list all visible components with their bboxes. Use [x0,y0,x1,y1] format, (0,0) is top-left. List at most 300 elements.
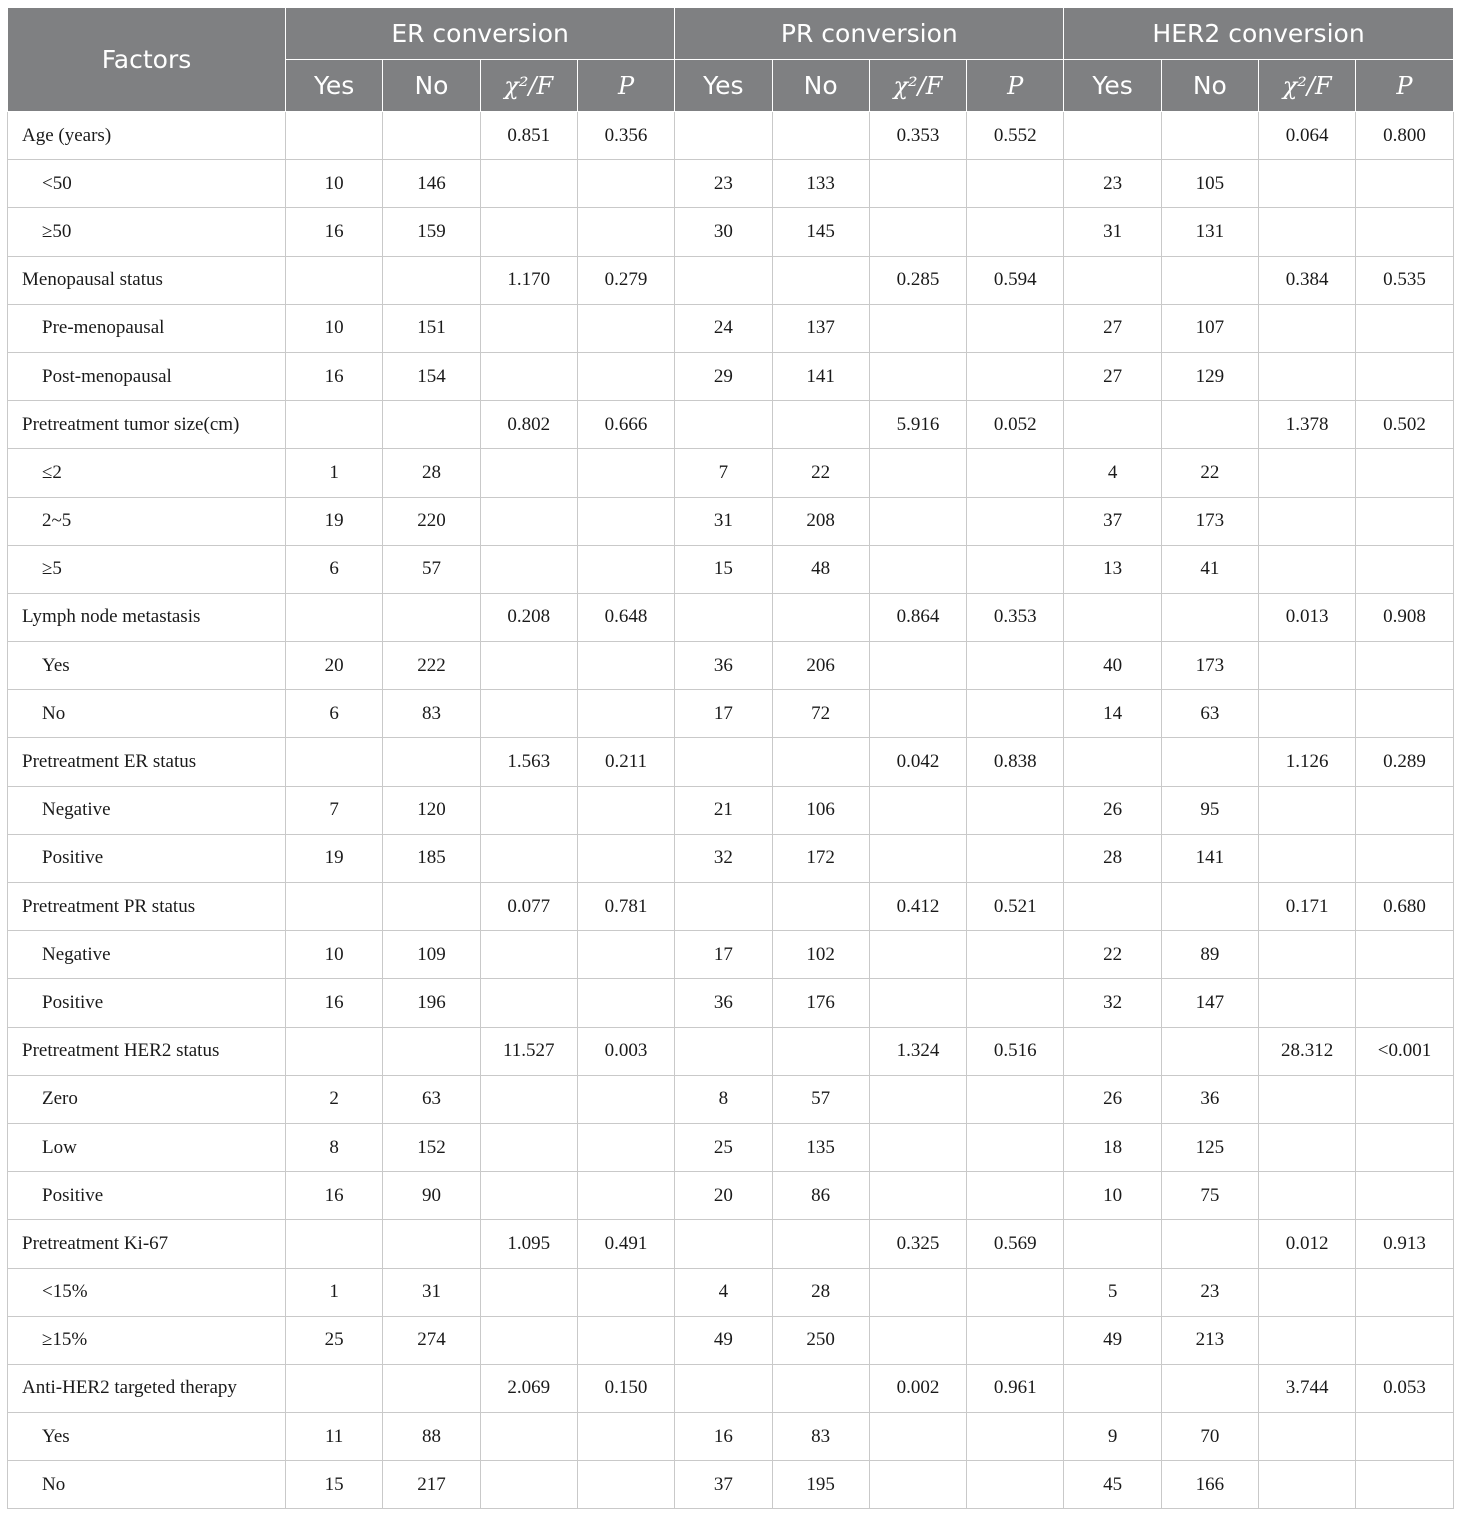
pr-no-cell [772,593,869,641]
er-yes-cell: 6 [286,690,383,738]
er-stat-cell [480,834,577,882]
pr-yes-cell [675,1027,772,1075]
factor-level-label: ≤2 [8,449,286,497]
pr-no-cell [772,1027,869,1075]
her2-stat-cell [1259,497,1356,545]
her2-stat-cell [1259,1075,1356,1123]
er-yes-cell: 8 [286,1123,383,1171]
pr-stat-cell: 5.916 [869,401,966,449]
pr-stat-cell [869,1316,966,1364]
her2-no-cell [1161,883,1258,931]
her2-stat-cell [1259,545,1356,593]
pr-yes-cell: 16 [675,1413,772,1461]
er-no-cell: 57 [383,545,480,593]
er-yes-cell [286,112,383,160]
pr-stat-cell: 0.042 [869,738,966,786]
factor-level-label: Positive [8,834,286,882]
table-row [8,304,1454,352]
er-yes-cell [286,1027,383,1075]
factor-label: Pretreatment HER2 status [8,1027,286,1075]
her2-yes-cell: 37 [1064,497,1161,545]
er-no-cell: 274 [383,1316,480,1364]
pr-p-cell [967,931,1064,979]
her2-yes-cell: 22 [1064,931,1161,979]
er-no-cell [383,256,480,304]
er-p-cell [577,690,674,738]
er-stat-cell [480,786,577,834]
her2-yes-cell [1064,112,1161,160]
her2-stat-cell [1259,1413,1356,1461]
her2-stat-cell [1259,1172,1356,1220]
er-p-cell [577,786,674,834]
factor-label: Menopausal status [8,256,286,304]
pr-no-cell: 137 [772,304,869,352]
pr-yes-cell: 17 [675,931,772,979]
er-stat-cell [480,1075,577,1123]
er-stat-cell: 0.851 [480,112,577,160]
her2-p-cell [1356,1461,1453,1509]
her2-yes-cell: 31 [1064,208,1161,256]
pr-yes-cell: 37 [675,1461,772,1509]
er-p-cell [577,834,674,882]
factor-label: Anti-HER2 targeted therapy [8,1364,286,1412]
er-yes-cell: 16 [286,352,383,400]
er-no-cell [383,1364,480,1412]
table-body [8,112,1454,1509]
her2-p-cell [1356,931,1453,979]
factor-level-label: Low [8,1123,286,1171]
pr-yes-cell: 31 [675,497,772,545]
er-yes-cell [286,593,383,641]
header-her2-p: P [1356,60,1453,112]
pr-p-cell [967,1316,1064,1364]
pr-p-cell [967,352,1064,400]
conversion-factors-table [7,7,1454,1509]
pr-no-cell: 206 [772,642,869,690]
pr-p-cell [967,834,1064,882]
er-stat-cell [480,1123,577,1171]
er-no-cell: 151 [383,304,480,352]
er-p-cell [577,208,674,256]
her2-no-cell: 107 [1161,304,1258,352]
her2-no-cell [1161,401,1258,449]
er-stat-cell: 0.077 [480,883,577,931]
pr-yes-cell [675,112,772,160]
table-row [8,1316,1454,1364]
er-no-cell: 83 [383,690,480,738]
er-p-cell: 0.356 [577,112,674,160]
pr-stat-cell: 0.353 [869,112,966,160]
her2-yes-cell [1064,1220,1161,1268]
pr-no-cell [772,883,869,931]
er-yes-cell [286,883,383,931]
er-stat-cell: 1.563 [480,738,577,786]
pr-stat-cell: 0.002 [869,1364,966,1412]
table-row [8,738,1454,786]
her2-no-cell: 129 [1161,352,1258,400]
er-p-cell: 0.491 [577,1220,674,1268]
pr-p-cell: 0.961 [967,1364,1064,1412]
her2-no-cell [1161,1364,1258,1412]
pr-stat-cell: 0.864 [869,593,966,641]
her2-p-cell: 0.289 [1356,738,1453,786]
her2-yes-cell: 14 [1064,690,1161,738]
pr-stat-cell [869,545,966,593]
pr-stat-cell [869,1413,966,1461]
her2-yes-cell: 9 [1064,1413,1161,1461]
pr-no-cell: 106 [772,786,869,834]
her2-stat-cell [1259,160,1356,208]
pr-no-cell: 250 [772,1316,869,1364]
pr-p-cell [967,1413,1064,1461]
her2-stat-cell [1259,1461,1356,1509]
er-no-cell: 154 [383,352,480,400]
table-row [8,883,1454,931]
her2-no-cell: 125 [1161,1123,1258,1171]
factor-level-label: <15% [8,1268,286,1316]
her2-stat-cell: 1.126 [1259,738,1356,786]
her2-stat-cell [1259,642,1356,690]
er-stat-cell [480,690,577,738]
her2-no-cell: 22 [1161,449,1258,497]
er-p-cell: 0.648 [577,593,674,641]
pr-stat-cell [869,304,966,352]
pr-no-cell: 176 [772,979,869,1027]
pr-yes-cell: 21 [675,786,772,834]
factor-level-label: ≥15% [8,1316,286,1364]
pr-yes-cell: 29 [675,352,772,400]
header-pr-conversion: PR conversion [675,8,1064,60]
factor-level-label: 2~5 [8,497,286,545]
her2-no-cell: 105 [1161,160,1258,208]
er-no-cell: 185 [383,834,480,882]
pr-yes-cell: 15 [675,545,772,593]
pr-yes-cell: 8 [675,1075,772,1123]
header-factors: Factors [8,8,286,112]
pr-stat-cell: 0.412 [869,883,966,931]
pr-no-cell [772,1220,869,1268]
her2-stat-cell: 28.312 [1259,1027,1356,1075]
pr-no-cell [772,112,869,160]
factor-label: Lymph node metastasis [8,593,286,641]
er-no-cell [383,112,480,160]
her2-yes-cell [1064,883,1161,931]
er-stat-cell [480,642,577,690]
er-yes-cell [286,1220,383,1268]
er-stat-cell: 0.802 [480,401,577,449]
her2-stat-cell: 3.744 [1259,1364,1356,1412]
her2-yes-cell: 5 [1064,1268,1161,1316]
pr-stat-cell [869,1075,966,1123]
pr-no-cell: 133 [772,160,869,208]
her2-yes-cell [1064,256,1161,304]
pr-p-cell: 0.569 [967,1220,1064,1268]
factor-level-label: ≥5 [8,545,286,593]
pr-no-cell: 145 [772,208,869,256]
pr-no-cell: 86 [772,1172,869,1220]
er-yes-cell: 19 [286,497,383,545]
pr-p-cell: 0.521 [967,883,1064,931]
er-yes-cell: 1 [286,449,383,497]
table-row [8,1220,1454,1268]
pr-p-cell [967,1123,1064,1171]
pr-p-cell [967,642,1064,690]
er-p-cell [577,1461,674,1509]
pr-yes-cell: 36 [675,642,772,690]
pr-p-cell [967,160,1064,208]
her2-yes-cell: 13 [1064,545,1161,593]
header-pr-chi2f: χ²/F [869,60,966,112]
er-no-cell: 28 [383,449,480,497]
er-stat-cell [480,160,577,208]
er-yes-cell: 25 [286,1316,383,1364]
pr-no-cell: 141 [772,352,869,400]
er-stat-cell [480,1172,577,1220]
her2-yes-cell: 45 [1064,1461,1161,1509]
her2-stat-cell: 0.171 [1259,883,1356,931]
pr-p-cell [967,1075,1064,1123]
her2-stat-cell: 0.013 [1259,593,1356,641]
er-no-cell [383,1220,480,1268]
her2-stat-cell [1259,1268,1356,1316]
er-yes-cell [286,256,383,304]
er-yes-cell: 1 [286,1268,383,1316]
table-row [8,1123,1454,1171]
table-row [8,1075,1454,1123]
table-row [8,160,1454,208]
her2-yes-cell: 23 [1064,160,1161,208]
her2-stat-cell [1259,690,1356,738]
her2-p-cell: 0.800 [1356,112,1453,160]
table-row [8,1413,1454,1461]
her2-stat-cell [1259,931,1356,979]
her2-no-cell: 173 [1161,497,1258,545]
header-her2-conversion: HER2 conversion [1064,8,1453,60]
er-no-cell: 90 [383,1172,480,1220]
her2-p-cell [1356,304,1453,352]
pr-p-cell: 0.052 [967,401,1064,449]
pr-stat-cell [869,979,966,1027]
her2-no-cell: 95 [1161,786,1258,834]
er-p-cell: 0.666 [577,401,674,449]
header-er-yes: Yes [286,60,383,112]
pr-stat-cell [869,208,966,256]
er-yes-cell: 10 [286,160,383,208]
pr-yes-cell: 7 [675,449,772,497]
her2-no-cell: 166 [1161,1461,1258,1509]
pr-yes-cell: 36 [675,979,772,1027]
pr-no-cell: 172 [772,834,869,882]
pr-p-cell [967,979,1064,1027]
er-stat-cell [480,304,577,352]
pr-yes-cell: 32 [675,834,772,882]
er-p-cell [577,1413,674,1461]
pr-p-cell [967,1461,1064,1509]
er-yes-cell: 11 [286,1413,383,1461]
her2-p-cell [1356,449,1453,497]
her2-no-cell: 41 [1161,545,1258,593]
er-stat-cell [480,1461,577,1509]
pr-no-cell: 83 [772,1413,869,1461]
er-no-cell: 217 [383,1461,480,1509]
er-stat-cell [480,545,577,593]
factor-level-label: Negative [8,786,286,834]
pr-stat-cell [869,1461,966,1509]
her2-stat-cell [1259,1316,1356,1364]
factor-label: Age (years) [8,112,286,160]
her2-yes-cell: 26 [1064,1075,1161,1123]
her2-stat-cell: 0.012 [1259,1220,1356,1268]
pr-yes-cell: 20 [675,1172,772,1220]
er-p-cell [577,979,674,1027]
er-stat-cell [480,208,577,256]
er-no-cell [383,1027,480,1075]
pr-stat-cell: 1.324 [869,1027,966,1075]
er-yes-cell: 15 [286,1461,383,1509]
pr-no-cell: 195 [772,1461,869,1509]
pr-no-cell: 22 [772,449,869,497]
factor-label: Pretreatment ER status [8,738,286,786]
her2-p-cell [1356,1172,1453,1220]
her2-yes-cell: 28 [1064,834,1161,882]
pr-stat-cell [869,786,966,834]
er-p-cell [577,545,674,593]
pr-p-cell: 0.353 [967,593,1064,641]
her2-no-cell: 131 [1161,208,1258,256]
her2-p-cell [1356,642,1453,690]
header-er-p: P [577,60,674,112]
er-p-cell [577,352,674,400]
her2-no-cell [1161,1027,1258,1075]
her2-stat-cell [1259,352,1356,400]
her2-yes-cell [1064,1364,1161,1412]
pr-stat-cell [869,1172,966,1220]
her2-p-cell [1356,1413,1453,1461]
pr-yes-cell [675,401,772,449]
her2-yes-cell: 32 [1064,979,1161,1027]
er-stat-cell: 0.208 [480,593,577,641]
er-p-cell [577,449,674,497]
table-row [8,1461,1454,1509]
her2-yes-cell: 26 [1064,786,1161,834]
her2-yes-cell: 40 [1064,642,1161,690]
pr-no-cell [772,256,869,304]
factor-level-label: Yes [8,642,286,690]
pr-p-cell: 0.838 [967,738,1064,786]
er-no-cell: 88 [383,1413,480,1461]
pr-yes-cell: 4 [675,1268,772,1316]
er-p-cell [577,1123,674,1171]
er-stat-cell [480,497,577,545]
er-stat-cell: 11.527 [480,1027,577,1075]
table-row [8,786,1454,834]
er-yes-cell: 2 [286,1075,383,1123]
er-no-cell [383,593,480,641]
factor-label: Pretreatment tumor size(cm) [8,401,286,449]
pr-yes-cell [675,883,772,931]
header-pr-p: P [967,60,1064,112]
pr-p-cell [967,545,1064,593]
her2-no-cell: 213 [1161,1316,1258,1364]
her2-p-cell [1356,1268,1453,1316]
her2-yes-cell: 27 [1064,352,1161,400]
her2-p-cell: 0.502 [1356,401,1453,449]
header-er-chi2f: χ²/F [480,60,577,112]
her2-yes-cell: 4 [1064,449,1161,497]
pr-no-cell [772,1364,869,1412]
pr-stat-cell [869,497,966,545]
er-p-cell: 0.003 [577,1027,674,1075]
er-yes-cell: 6 [286,545,383,593]
er-p-cell: 0.211 [577,738,674,786]
er-yes-cell [286,1364,383,1412]
pr-p-cell [967,208,1064,256]
table-row [8,642,1454,690]
pr-stat-cell: 0.325 [869,1220,966,1268]
er-p-cell: 0.150 [577,1364,674,1412]
er-yes-cell: 16 [286,1172,383,1220]
er-yes-cell [286,738,383,786]
table-row [8,1027,1454,1075]
her2-no-cell: 70 [1161,1413,1258,1461]
pr-yes-cell: 23 [675,160,772,208]
her2-p-cell [1356,690,1453,738]
pr-no-cell: 208 [772,497,869,545]
pr-p-cell [967,1268,1064,1316]
pr-p-cell: 0.594 [967,256,1064,304]
her2-stat-cell: 0.384 [1259,256,1356,304]
er-yes-cell [286,401,383,449]
her2-yes-cell [1064,593,1161,641]
her2-stat-cell [1259,304,1356,352]
pr-no-cell: 57 [772,1075,869,1123]
factor-level-label: ≥50 [8,208,286,256]
er-yes-cell: 20 [286,642,383,690]
table-row [8,931,1454,979]
her2-no-cell: 63 [1161,690,1258,738]
pr-yes-cell [675,593,772,641]
table-row [8,593,1454,641]
er-no-cell: 222 [383,642,480,690]
her2-yes-cell: 27 [1064,304,1161,352]
header-her2-yes: Yes [1064,60,1161,112]
er-no-cell: 109 [383,931,480,979]
header-pr-no: No [772,60,869,112]
er-stat-cell [480,352,577,400]
header-er-no: No [383,60,480,112]
pr-no-cell: 28 [772,1268,869,1316]
her2-stat-cell [1259,449,1356,497]
her2-no-cell: 36 [1161,1075,1258,1123]
pr-yes-cell: 49 [675,1316,772,1364]
her2-p-cell [1356,352,1453,400]
er-p-cell [577,642,674,690]
er-no-cell: 31 [383,1268,480,1316]
er-no-cell: 196 [383,979,480,1027]
pr-p-cell [967,786,1064,834]
pr-no-cell: 102 [772,931,869,979]
er-no-cell: 120 [383,786,480,834]
header-row-groups [8,8,1454,60]
er-stat-cell [480,449,577,497]
her2-p-cell: 0.913 [1356,1220,1453,1268]
table-row [8,208,1454,256]
her2-no-cell: 147 [1161,979,1258,1027]
er-yes-cell: 16 [286,208,383,256]
her2-stat-cell [1259,208,1356,256]
er-stat-cell [480,1268,577,1316]
er-no-cell [383,738,480,786]
